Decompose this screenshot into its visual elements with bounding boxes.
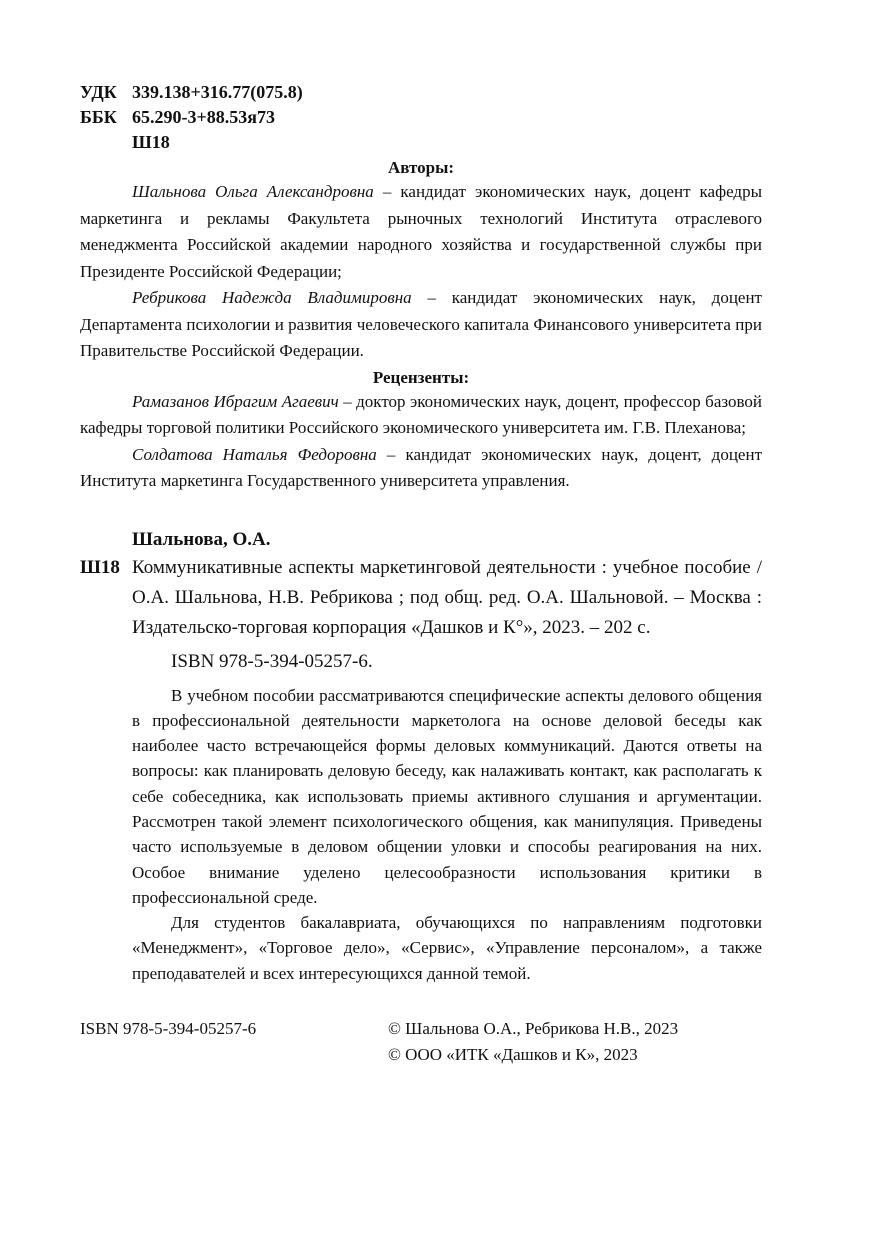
bbk-value: 65.290-3+88.53я73 [132,107,275,127]
reviewers-heading: Рецензенты: [372,367,470,387]
udk-row [80,80,762,105]
title-page-verso [80,80,762,1068]
udk-value: 339.138+316.77(075.8) [132,82,303,102]
catalog-description: Коммуникативные аспекты маркетинговой деятельности : учебное пособие / О.А. Шальнова, Н.В. Ребрикова ; под общ. ред. О.А. Шальновой. – Москва : Издательско-торговая корпорация «Дашков и К°», 2023. – 202 с. [132,556,762,638]
bbk-row [80,105,762,130]
copyright-authors: © Шальнова О.А., Ребрикова Н.В., 2023 [388,1019,679,1039]
udk-label: УДК [80,82,117,102]
footer [80,1016,762,1068]
copyright-block [388,1016,678,1068]
author-entry [80,179,762,285]
reviewer-name: Солдатова Наталья Федоровна [132,444,377,464]
author-description: – кандидат экономических наук, доцент кафедры маркетинга и рекламы Факультета рыночных технологий Института отраслевого менеджмента Российской академии народного хозяйства и государственной службы при Президенте Российской Федерации; [80,182,763,281]
author-sign: Ш18 [132,132,170,152]
author-name: Ребрикова Надежда Владимировна [132,288,412,307]
catalog-code: Ш18 [80,556,120,578]
bbk-label: ББК [80,107,117,127]
annotation-paragraph: В учебном пособии рассматриваются специфические аспекты делового общения в профессиональной деятельности маркетолога на основе деловой беседы как наиболее часто встречающейся формы деловых коммуникаций. Даются ответы на вопросы: как планировать деловую беседу, как налаживать контакт, как располагать к себе собеседника, как использовать приемы активного слушания и аргументации. Рассмотрен такой элемент психологического общения, как манипуляция. Приведены часто используемые в деловом общении уловки и способы реагирования на них. Особое внимание уделено целесообразности использования критики в профессиональной среде. [132,685,762,907]
author-name: Шальнова Ольга Александровна [132,182,374,201]
reviewer-description: – доктор экономических наук, доцент, профессор базовой кафедры торговой политики Российского экономического университета им. Г.В. Плеханова; [80,391,762,437]
annotation [80,683,762,987]
classification-codes [80,80,762,155]
catalog-entry [80,553,762,643]
author-description: – кандидат экономических наук, доцент Департамента психологии и развития человеческого капитала Финансового университета при Правительстве Российской Федерации. [80,288,762,360]
author-entry [80,285,762,365]
catalog-author: Шальнова, О.А. [132,528,271,550]
catalog-isbn: ISBN 978-5-394-05257-6. [171,650,373,672]
annotation-audience: Для студентов бакалавриата, обучающихся по направлениям подготовки «Менеджмент», «Торговое дело», «Сервис», «Управление персоналом», а также преподавателей и всех интересующихся данной темой. [132,913,762,983]
authors-heading: Авторы: [387,158,455,177]
reviewer-name: Рамазанов Ибрагим Агаевич [132,391,339,411]
reviewer-entry [80,389,762,442]
footer-isbn: ISBN 978-5-394-05257-6 [80,1019,257,1039]
copyright-publisher: © ООО «ИТК «Дашков и К», 2023 [388,1045,638,1065]
reviewer-description: – кандидат экономических наук, доцент, доцент Института маркетинга Государственного университета управления. [80,444,763,490]
reviewer-entry [80,442,762,495]
